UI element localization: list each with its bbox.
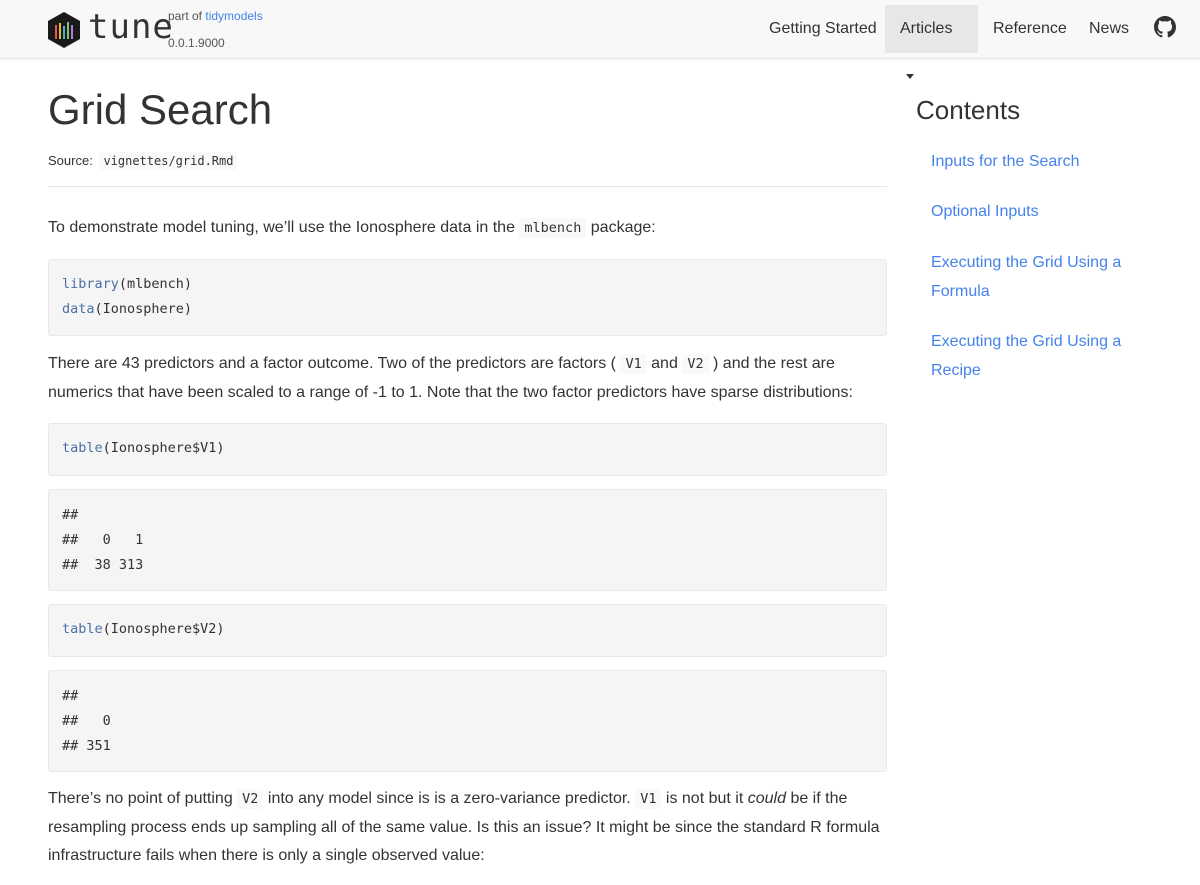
toc-item-grid-recipe[interactable]: Executing the Grid Using a Recipe (931, 333, 1122, 379)
inline-code-v1: V1 (635, 789, 661, 809)
output-block-table-v1 (48, 489, 887, 591)
toc-item-inputs-for-search[interactable]: Inputs for the Search (931, 153, 1080, 170)
source-line (48, 153, 237, 168)
code-block-load-data (48, 259, 887, 336)
code-text: (mlbench) (118, 276, 193, 292)
navbar (0, 0, 1200, 59)
output-line: ## 0 1 (62, 532, 144, 548)
text: into any model since is is a zero-variance predictor. (267, 790, 631, 807)
output-line: ## (62, 507, 79, 523)
tidymodels-link[interactable]: tidymodels (205, 9, 263, 23)
paragraph-predictors (48, 350, 887, 407)
code-function[interactable]: table (62, 621, 103, 637)
nav-reference[interactable]: Reference (993, 20, 1067, 37)
code-function[interactable]: data (62, 301, 95, 317)
text: ) and the rest are numerics that have been scaled to a range of -1 to 1. Note that the two factor predictors have sparse distributions: (48, 355, 853, 401)
nav-news[interactable]: News (1089, 20, 1130, 37)
nav-articles-dropdown[interactable] (885, 5, 978, 53)
inline-code-v2: V2 (682, 354, 708, 374)
inline-code-v1: V1 (620, 354, 646, 374)
output-block-table-v2 (48, 670, 887, 772)
code-text: (Ionosphere) (94, 301, 193, 317)
text: package: (590, 219, 656, 236)
brand-name[interactable]: tune (88, 7, 174, 47)
inline-code-v2: V2 (237, 789, 263, 809)
tune-hex-logo-icon[interactable] (47, 11, 81, 49)
text: There are 43 predictors and a factor outcome. Two of the predictors are factors ( (48, 355, 616, 372)
code-text: (Ionosphere$V2) (102, 621, 225, 637)
source-path-link[interactable]: vignettes/grid.Rmd (99, 152, 237, 170)
toc-item-grid-formula[interactable]: Executing the Grid Using a Formula (931, 254, 1122, 300)
nav-getting-started[interactable]: Getting Started (769, 20, 877, 37)
code-block-table-v2 (48, 604, 887, 657)
nav-articles-label: Articles (900, 20, 953, 37)
output-line: ## 0 (62, 713, 111, 729)
text: be if the resampling process ends up sampling all of the same value. Is this an issue? It might be since the standard R formula infrastructure fails when there is only a single observed value: (48, 790, 880, 864)
code-function[interactable]: table (62, 440, 103, 456)
version-label: 0.0.1.9000 (168, 36, 225, 50)
divider (48, 186, 887, 187)
output-line: ## 351 (62, 738, 111, 754)
code-block-table-v1 (48, 423, 887, 476)
text: is not but it (665, 790, 744, 807)
paragraph-intro (48, 214, 887, 243)
output-line: ## (62, 688, 79, 704)
page-title: Grid Search (48, 86, 273, 133)
code-text: (Ionosphere$V1) (102, 440, 225, 456)
github-icon[interactable] (1154, 16, 1176, 38)
toc-title: Contents (916, 95, 1021, 125)
source-label: Source: (48, 153, 93, 168)
emphasis-text: could (747, 790, 786, 807)
caret-down-icon (906, 74, 914, 79)
text: There’s no point of putting (48, 790, 233, 807)
part-of-text (168, 9, 263, 23)
text: To demonstrate model tuning, we’ll use the Ionosphere data in the (48, 219, 515, 236)
code-function[interactable]: library (62, 276, 119, 292)
output-line: ## 38 313 (62, 557, 144, 573)
text: and (651, 355, 678, 372)
inline-code-mlbench: mlbench (519, 218, 586, 238)
part-of-prefix: part of (168, 9, 206, 23)
toc-item-optional-inputs[interactable]: Optional Inputs (931, 203, 1039, 220)
paragraph-zero-variance (48, 785, 887, 871)
